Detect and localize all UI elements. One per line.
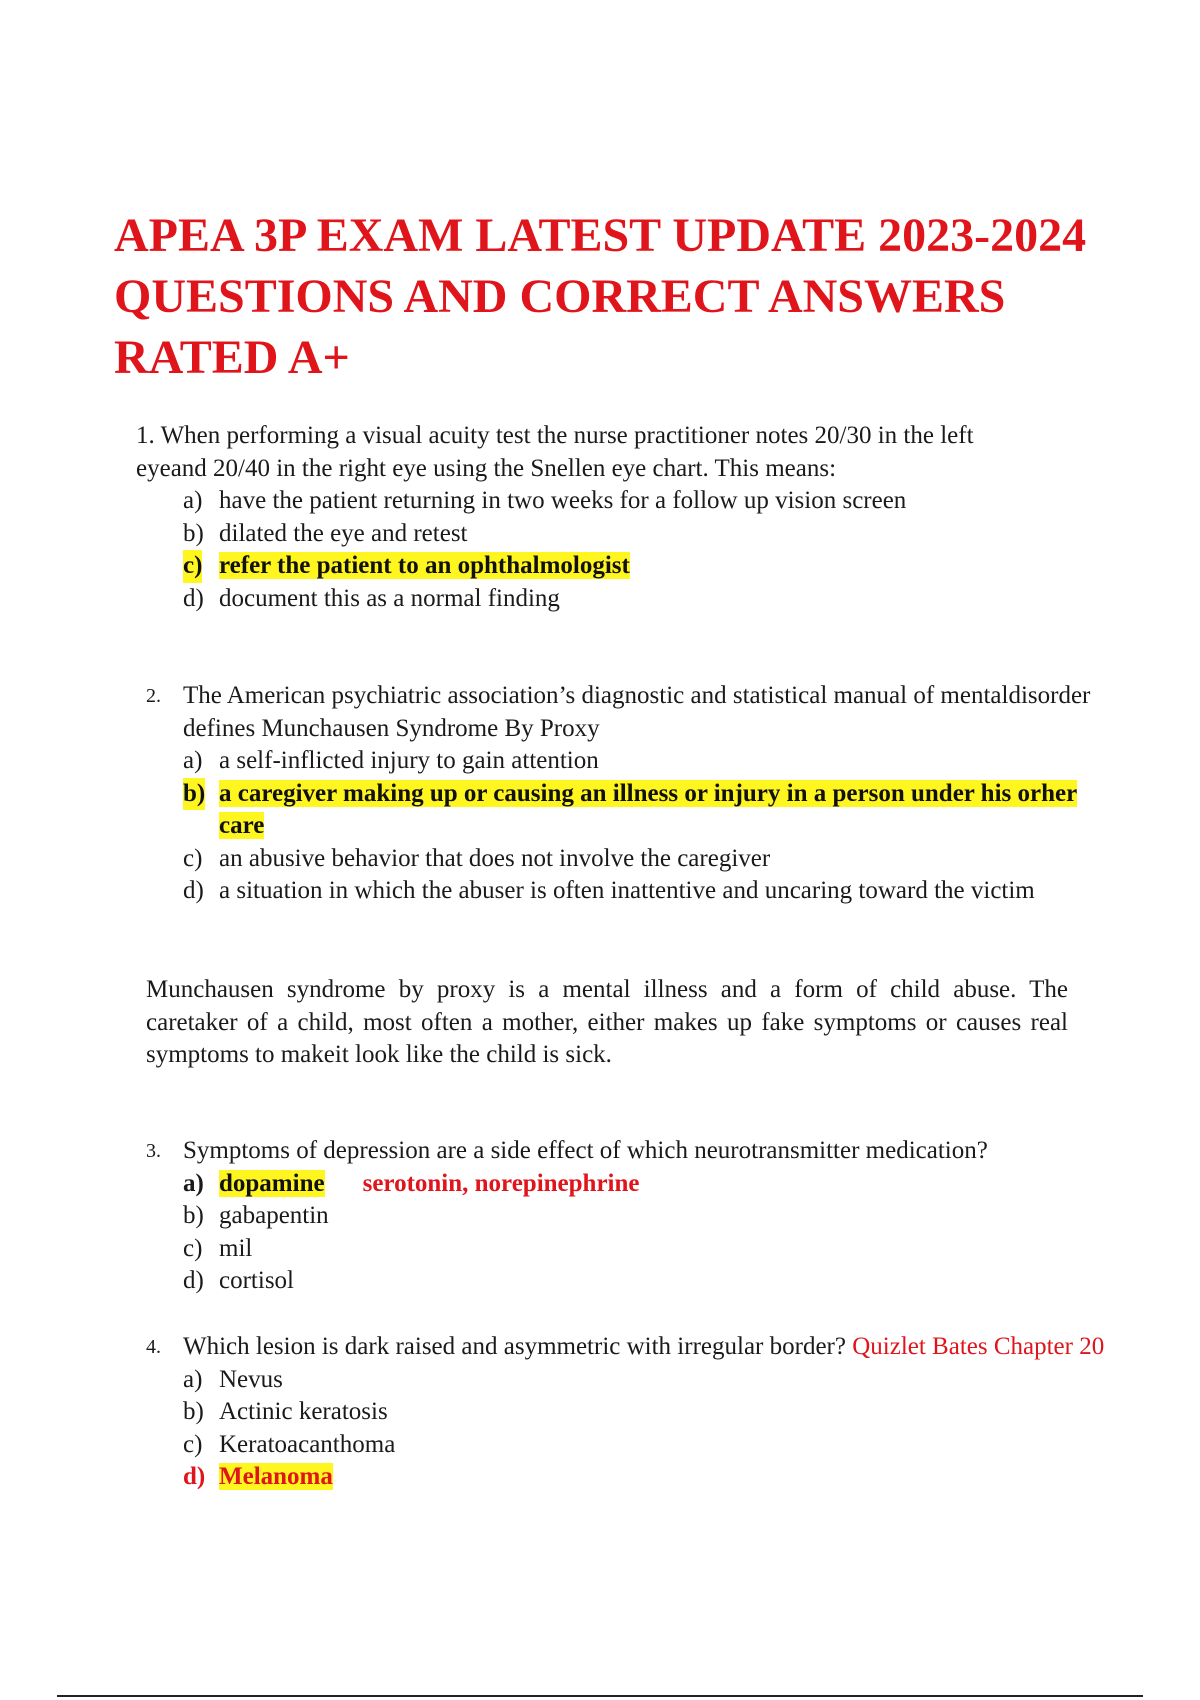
option-text: Actinic keratosis — [219, 1398, 388, 1425]
answer-options — [183, 1364, 1106, 1494]
option-a: a) a self-inflicted injury to gain attention — [183, 747, 599, 774]
answer-options — [183, 485, 1036, 615]
question-stem — [136, 420, 1036, 485]
option-text: document this as a normal finding — [219, 584, 560, 612]
question-text: The American psychiatric association’s diagnostic and statistical manual of mentaldisorder defines Munchausen Syndrome By Proxy — [183, 682, 1091, 742]
question-number: 1. — [136, 422, 155, 449]
question-text: When performing a visual acuity test the nurse practitioner notes 20/30 in the left eyeand 20/40 in the right eye using the Snellen eye chart. This means: — [136, 422, 974, 482]
question-text: Which lesion is dark raised and asymmetric with irregular border? — [183, 1333, 846, 1360]
option-c: c) Keratoacanthoma — [183, 1430, 396, 1458]
option-text: dilated the eye and retest — [219, 519, 468, 547]
option-text: a situation in which the abuser is often inattentive and uncaring toward the victim — [219, 877, 1035, 904]
explanation-paragraph: Munchausen syndrome by proxy is a mental illness and a form of child abuse. The caretaker of a child, most often a mother, either makes up fake symptoms or causes real symptoms to makeit look like the child is sick. — [146, 976, 1068, 1068]
option-text: Nevus — [219, 1365, 283, 1393]
footer-divider — [57, 1695, 1143, 1697]
option-d-correct: d) Melanoma — [183, 1463, 333, 1490]
question-1 — [136, 420, 1036, 615]
option-a: a) have the patient returning in two weeks for a follow up vision screen — [183, 487, 907, 514]
option-d: d) cortisol — [183, 1267, 294, 1294]
option-b: b) Actinic keratosis — [183, 1398, 388, 1425]
option-c: c) mil — [183, 1234, 253, 1262]
option-a: a) Nevus — [183, 1365, 283, 1393]
option-d: d) a situation in which the abuser is often inattentive and uncaring toward the victim — [183, 877, 1035, 904]
option-c-correct: c) refer the patient to an ophthalmologist — [183, 550, 1036, 583]
option-text: have the patient returning in two weeks for a follow up vision screen — [219, 487, 907, 514]
option-b: b) dilated the eye and retest — [183, 519, 468, 547]
option-b-correct: b) a caregiver making up or causing an illness or injury in a person under his orher care — [183, 779, 1078, 839]
option-text-highlighted: a caregiver making up or causing an illness or injury in a person under his orher care — [219, 779, 1078, 839]
answer-note: serotonin, norepinephrine — [362, 1169, 640, 1197]
page-title: APEA 3P EXAM LATEST UPDATE 2023-2024 QUESTIONS AND CORRECT ANSWERS RATED A+ — [114, 209, 1087, 384]
answer-options — [183, 745, 1106, 908]
option-d: d) document this as a normal finding — [183, 584, 560, 612]
question-number: 4. — [146, 1336, 161, 1358]
question-number: 3. — [146, 1140, 161, 1162]
option-text: an abusive behavior that does not involve the caregiver — [219, 844, 771, 872]
question-stem — [183, 1331, 1106, 1364]
option-text-highlighted: refer the patient to an ophthalmologist — [219, 552, 630, 579]
question-2 — [146, 680, 1106, 908]
question-3 — [146, 1135, 1106, 1298]
option-text: gabapentin — [219, 1202, 329, 1229]
option-text: Keratoacanthoma — [219, 1430, 396, 1458]
option-text: cortisol — [219, 1267, 294, 1294]
reference-note: Quizlet Bates Chapter 20 — [852, 1333, 1105, 1360]
option-text-highlighted: dopamine — [219, 1169, 325, 1197]
option-a-correct: a) dopamine serotonin, norepinephrine — [183, 1169, 640, 1197]
option-c: c) an abusive behavior that does not involve the caregiver — [183, 844, 771, 872]
question-text: Symptoms of depression are a side effect of which neurotransmitter medication? — [183, 1137, 988, 1164]
option-text-highlighted: Melanoma — [219, 1463, 333, 1490]
option-text: mil — [219, 1234, 253, 1262]
question-4 — [146, 1331, 1106, 1494]
answer-options — [183, 1168, 1106, 1298]
option-text: a self-inflicted injury to gain attention — [219, 747, 599, 774]
option-b: b) gabapentin — [183, 1202, 329, 1229]
question-number: 2. — [146, 685, 161, 707]
